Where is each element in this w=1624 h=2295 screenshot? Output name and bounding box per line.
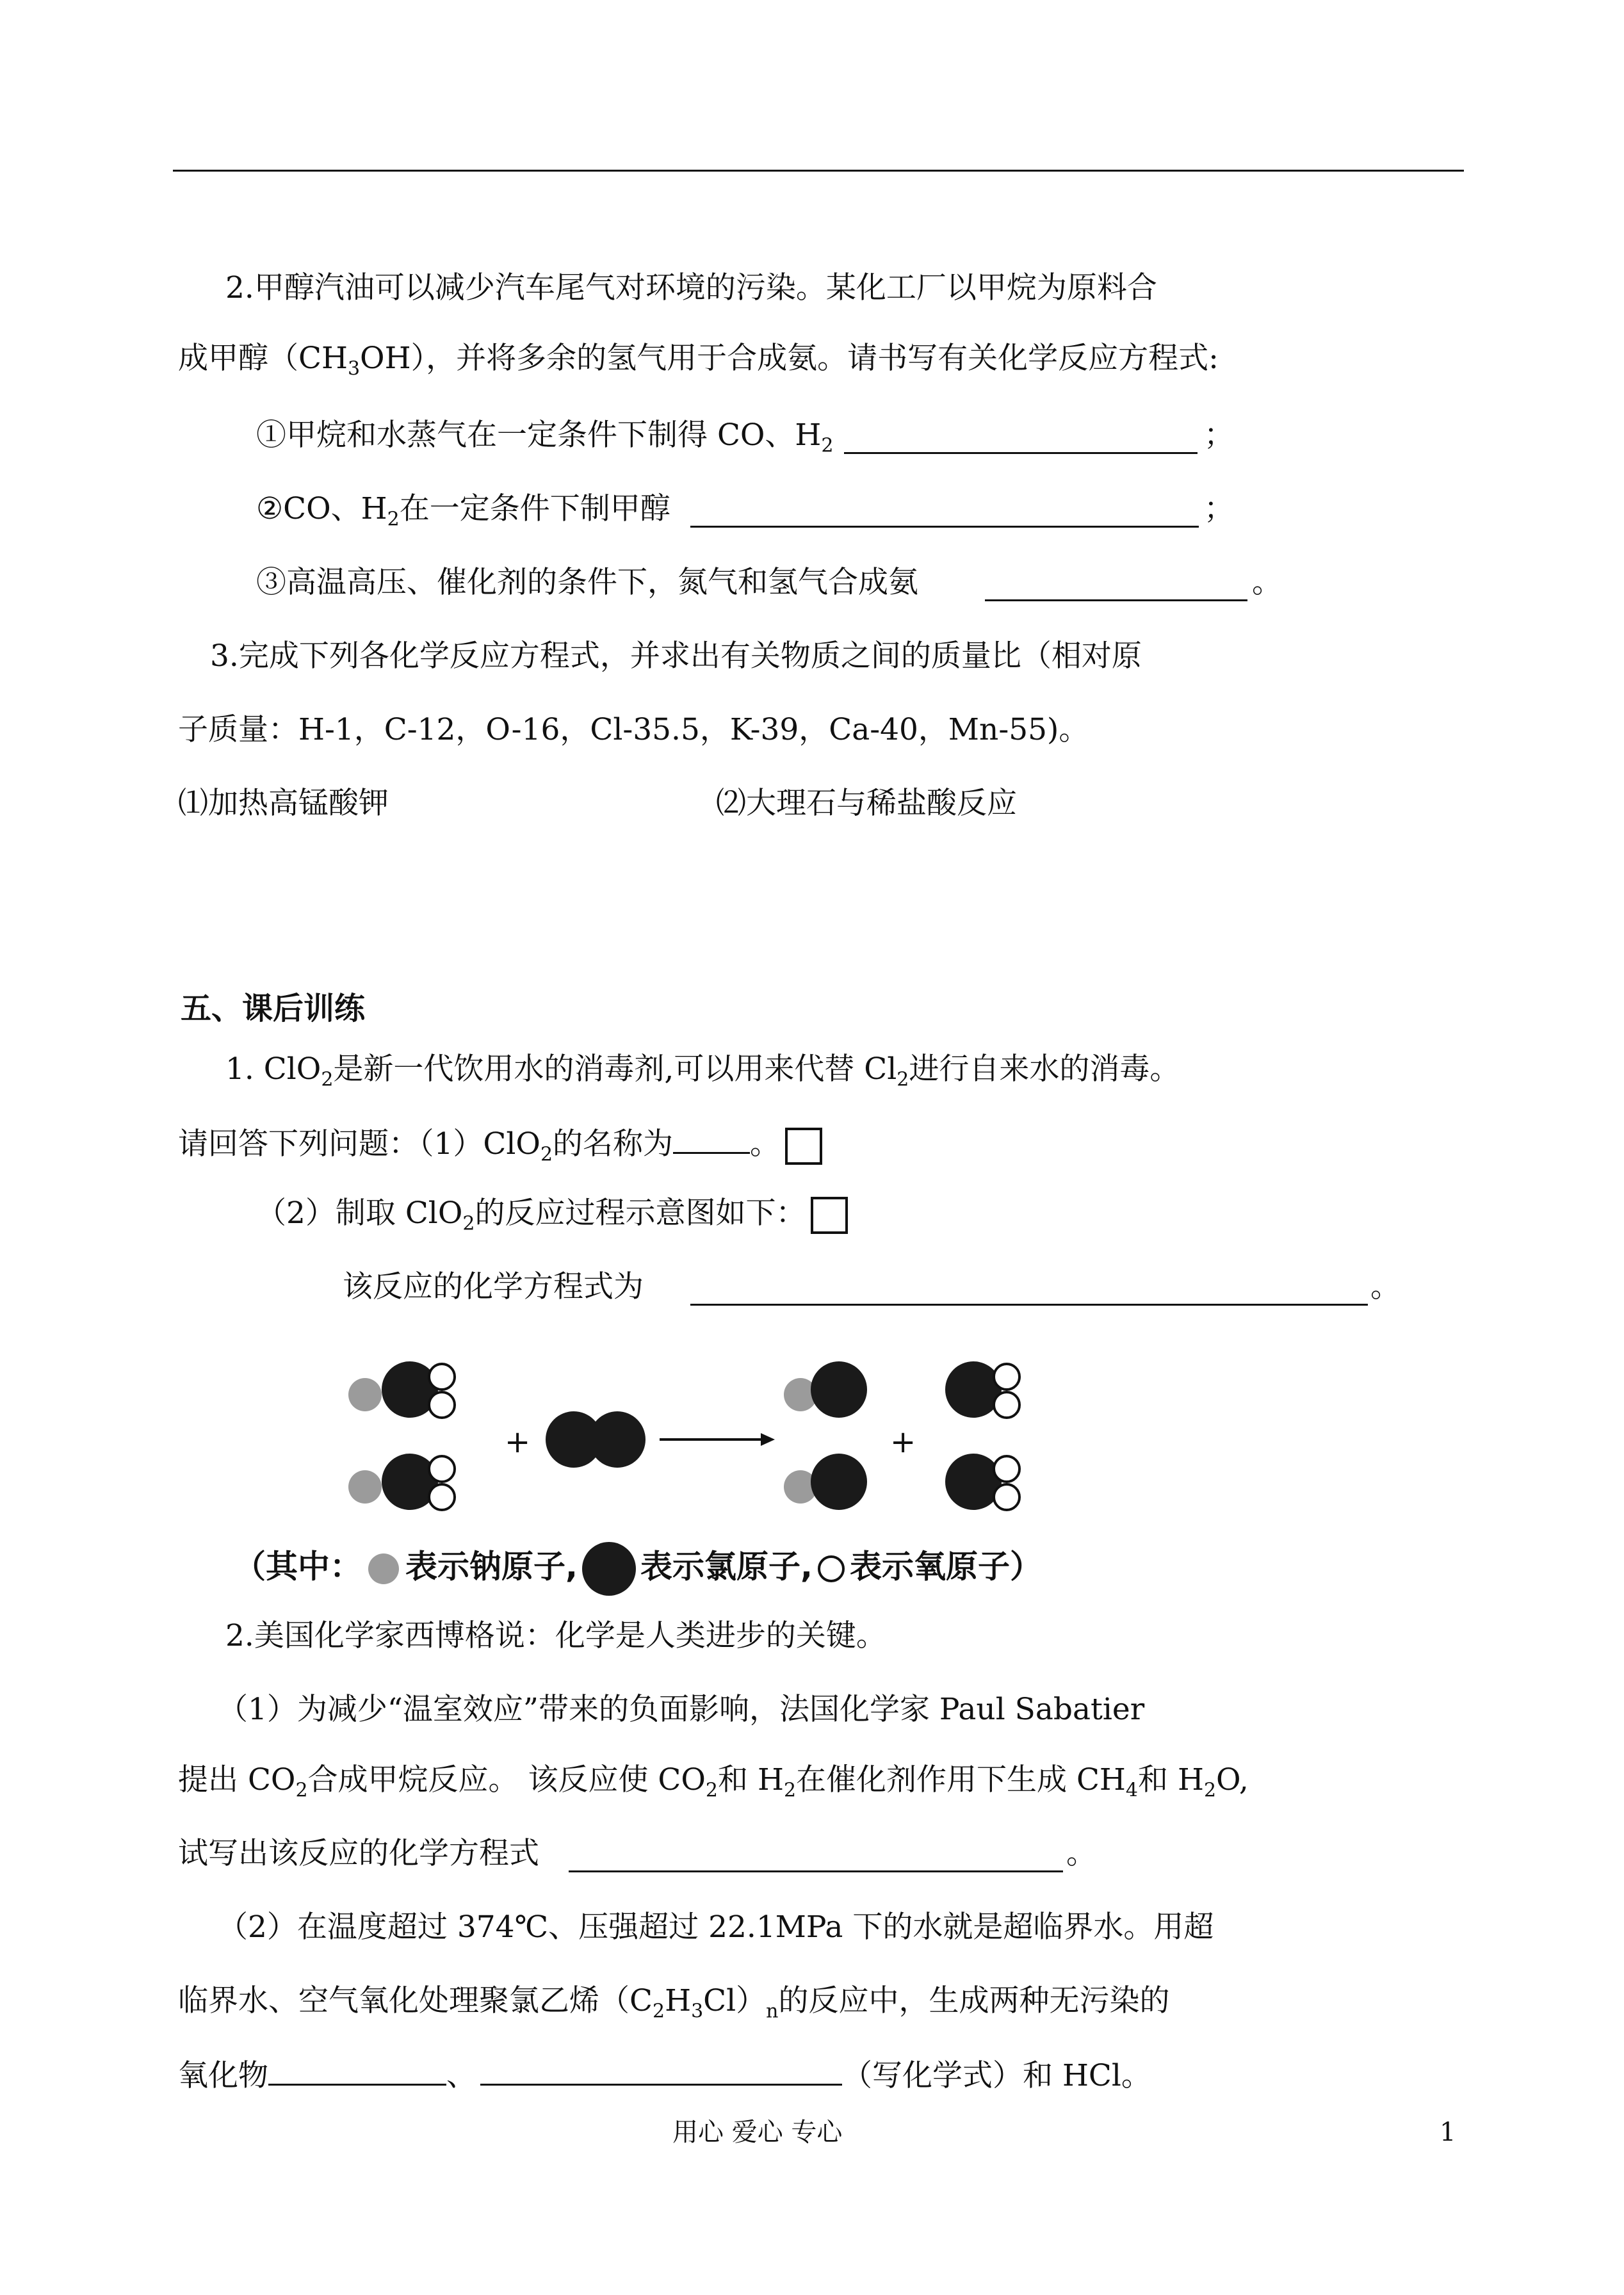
product-nacl-molecule-top: [784, 1361, 867, 1418]
q3-sub2: ⑵大理石与稀盐酸反应: [716, 786, 1017, 821]
reaction-diagram: [333, 1351, 1076, 1543]
footer-motto: 用心 爱心 专心: [672, 2118, 843, 2147]
chlorine-atom: [945, 1361, 1002, 1418]
plus-sign-1: +: [505, 1424, 531, 1460]
s5-q1-equation-blank[interactable]: [690, 1276, 1368, 1306]
oxygen-atom: [994, 1456, 1019, 1482]
q3-line1: 3.完成下列各化学反应方程式，并求出有关物质之间的质量比（相对原: [210, 638, 1142, 674]
q3-sub1: ⑴加热高锰酸钾: [178, 786, 389, 821]
s5-q1-line4: 该反应的化学方程式为: [343, 1269, 644, 1304]
reactant-naclo2-molecule-top: [348, 1361, 455, 1418]
q2-item1-end: ；: [1204, 418, 1234, 453]
s5-q2-line4-end: 。: [1066, 1836, 1096, 1871]
s5-q1-name-blank[interactable]: [673, 1124, 750, 1154]
q3-line2: 子质量：H-1，C-12，O-16，Cl-35.5，K-39，Ca-40，Mn-55)。: [178, 712, 1089, 747]
diagram-legend: （其中： 表示钠原子, 表示氯原子, 表示氧原子）: [234, 1540, 1042, 1598]
sodium-atom: [348, 1470, 382, 1504]
s5-q2-line6: 临界水、空气氧化处理聚氯乙烯$(C_2H_3Cl)_n$的反应中，生成两种无污染的: [178, 1983, 1170, 2023]
q2-intro-line2: 成甲醇$(CH_3OH)$，并将多余的氢气用于合成氨。请书写有关化学反应方程式:: [178, 341, 1219, 380]
s5-q1-line4-end: 。: [1370, 1269, 1401, 1304]
chlorine-atom: [811, 1454, 867, 1510]
reactant-naclo2-molecule-bottom: [348, 1454, 455, 1510]
s5-q2-oxide-blank-1[interactable]: [268, 2056, 446, 2086]
sodium-atom: [348, 1378, 382, 1411]
s5-q2-line5: （2）在温度超过 374℃、压强超过 22.1MPa 下的水就是超临界水。用超: [218, 1910, 1214, 1945]
product-nacl-molecule-bottom: [784, 1454, 867, 1510]
sodium-legend-icon: [366, 1551, 402, 1587]
section5-heading: 五、课后训练: [181, 991, 366, 1026]
q2-item3-end: 。: [1252, 565, 1282, 600]
q2-item2-end: ；: [1204, 491, 1234, 526]
q2-item1: ①甲烷和水蒸气在一定条件下制得 CO、$H_2$: [256, 418, 834, 457]
q2-intro-line1: 2.甲醇汽油可以减少汽车尾气对环境的污染。某化工厂以甲烷为原料合: [225, 270, 1157, 305]
q2-item2-blank[interactable]: [690, 498, 1199, 528]
q2-item3-blank[interactable]: [985, 571, 1247, 601]
s5-q1-line1: 1. ClO$_2$是新一代饮用水的消毒剂,可以用来代替 $Cl_2$进行自来水的消毒。: [225, 1051, 1180, 1091]
chlorine-legend-icon: [580, 1540, 638, 1598]
q2-item2: ②CO、$H_2$在一定条件下制甲醇: [256, 491, 670, 531]
oxygen-atom: [429, 1364, 455, 1390]
s5-q1-answer-box-2: [811, 1197, 848, 1234]
chlorine-atom: [811, 1361, 867, 1418]
s5-q1-line2: 请回答下列问题：（1）ClO$_2$的名称为 。: [178, 1124, 822, 1165]
oxygen-atom: [429, 1392, 455, 1418]
oxygen-atom: [994, 1364, 1019, 1390]
oxygen-legend-icon: [815, 1553, 847, 1585]
chlorine-atom: [945, 1454, 1002, 1510]
reaction-arrow: [660, 1433, 775, 1446]
s5-q2-line7: 氧化物 、 （写化学式）和 HCl。: [178, 2056, 1151, 2095]
s5-q2-line2: （1）为减少“温室效应”带来的负面影响，法国化学家 Paul Sabatier: [218, 1692, 1145, 1727]
plus-sign-2: +: [890, 1424, 916, 1460]
s5-q2-line4: 试写出该反应的化学方程式: [178, 1836, 539, 1871]
oxygen-atom: [429, 1484, 455, 1510]
s5-q2-line3: 提出 $CO_2$合成甲烷反应。 该反应使 $CO_2$和 $H_2$在催化剂作用下生成 $CH_4$和 $H_2O$,: [178, 1762, 1249, 1802]
oxygen-atom: [994, 1484, 1019, 1510]
header-rule: [173, 170, 1464, 172]
chlorine-atom: [589, 1411, 646, 1468]
s5-q2-line1: 2.美国化学家西博格说：化学是人类进步的关键。: [225, 1618, 886, 1653]
q2-item1-blank[interactable]: [844, 424, 1198, 454]
s5-q1-line3: （2）制取 ClO$_2$的反应过程示意图如下：: [256, 1194, 848, 1234]
s5-q2-equation-blank[interactable]: [569, 1842, 1063, 1872]
s5-q2-oxide-blank-2[interactable]: [480, 2056, 842, 2086]
reactant-cl2-molecule: [546, 1411, 646, 1468]
oxygen-atom: [429, 1456, 455, 1482]
s5-q1-answer-box-1: [785, 1128, 822, 1165]
product-clo2-molecule-top: [945, 1361, 1019, 1418]
oxygen-atom: [994, 1392, 1019, 1418]
q2-item3: ③高温高压、催化剂的条件下，氮气和氢气合成氨: [256, 565, 918, 600]
product-clo2-molecule-bottom: [945, 1454, 1019, 1510]
page-number: 1: [1440, 2118, 1456, 2147]
